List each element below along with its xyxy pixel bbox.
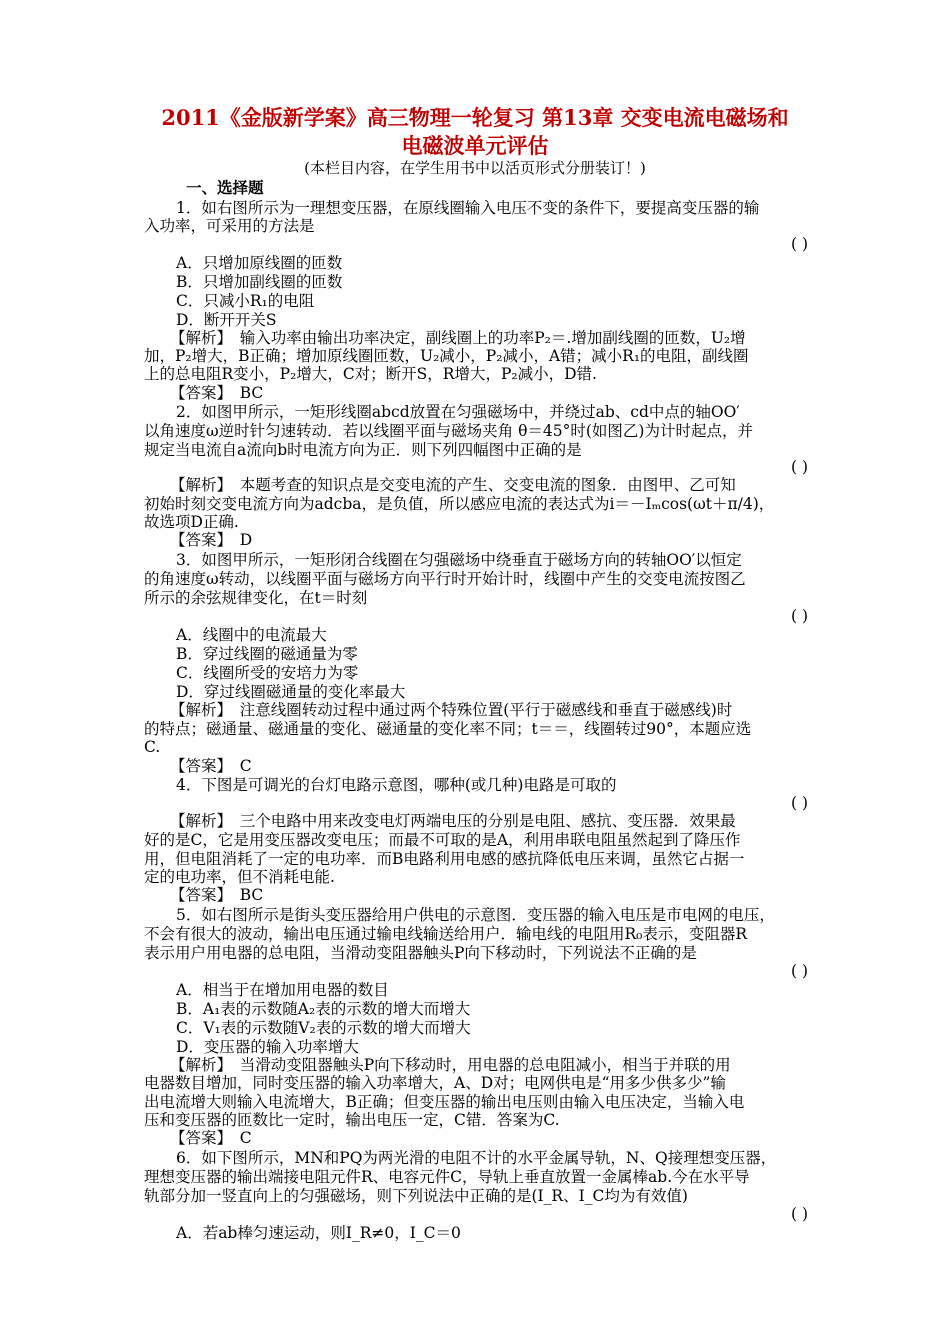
q4-answer-bracket: ( ) [790, 794, 808, 812]
q4-stem-line1: 4．下图是可调光的台灯电路示意图，哪种(或几种)电路是可取的 [176, 776, 617, 794]
q5-option-b: B．A₁表的示数随A₂表的示数的增大而增大 [176, 1000, 471, 1018]
q5-answer-bracket: ( ) [790, 962, 808, 980]
q6-stem-line1: 6．如下图所示，MN和PQ为两光滑的电阻不计的水平金属导轨，N、Q接理想变压器， [176, 1149, 777, 1167]
q5-analysis-line1: 【解析】 当滑动变阻器触头P向下移动时，用电器的总电阻减小，相当于并联的用 [170, 1056, 731, 1074]
q4-analysis-line3: 用，但电阻消耗了一定的电功率．而B电路利用电感的感抗降低电压来调，虽然它占据一 [144, 850, 745, 868]
q2-stem-line3: 规定当电流自a流向b时电流方向为正．则下列四幅图中正确的是 [144, 441, 582, 459]
q2-analysis-line2: 初始时刻交变电流方向为adcba，是负值，所以感应电流的表达式为i＝－Iₘcos(ωt＋π/4)， [144, 495, 775, 513]
q3-stem-line2: 的角速度ω转动，以线圈平面与磁场方向平行时开始计时，线圈中产生的交变电流按图乙 [144, 570, 746, 588]
q3-answer-bracket: ( ) [790, 607, 808, 625]
doc-title-line2: 电磁波单元评估 [401, 133, 549, 158]
q1-answer-bracket: ( ) [790, 235, 808, 253]
q5-analysis-line3: 出电流增大则输入电流增大，B正确；但变压器的输出电压则由输入电压决定，当输入电 [144, 1093, 745, 1111]
q1-analysis-line1: 【解析】 输入功率由输出功率决定，副线圈上的功率P₂＝.增加副线圈的匝数，U₂增 [170, 329, 746, 347]
q5-option-a: A．相当于在增加用电器的数目 [176, 981, 389, 999]
q3-answer: 【答案】 C [170, 757, 252, 775]
q2-answer: 【答案】 D [170, 531, 253, 549]
q2-analysis-line3: 故选项D正确. [144, 513, 239, 531]
q5-stem-line2: 不会有很大的波动，输出电压通过输电线输送给用户．输电线的电阻用R₀表示，变阻器R [144, 925, 748, 943]
q2-analysis-line1: 【解析】 本题考查的知识点是交变电流的产生、交变电流的图象．由图甲、乙可知 [170, 476, 736, 494]
q6-stem-line2: 理想变压器的输出端接电阻元件R、电容元件C，导轨上垂直放置一金属棒ab.今在水平导 [144, 1168, 750, 1186]
q5-option-d: D．变压器的输入功率增大 [176, 1038, 359, 1056]
q3-option-a: A．线圈中的电流最大 [176, 626, 327, 644]
q1-stem-line2: 入功率，可采用的方法是 [144, 217, 315, 235]
q5-analysis-line4: 压和变压器的匝数比一定时，输出电压一定，C错．答案为C. [144, 1111, 560, 1129]
q3-option-d: D．穿过线圈磁通量的变化率最大 [176, 683, 406, 701]
q5-stem-line1: 5．如右图所示是街头变压器给用户供电的示意图．变压器的输入电压是市电网的电压， [176, 906, 775, 924]
q4-analysis-line2: 好的是C，它是用变压器改变电压；而最不可取的是A，利用串联电阻虽然起到了降压作 [144, 831, 741, 849]
q1-stem-line1: 1．如右图所示为一理想变压器，在原线圈输入电压不变的条件下，要提高变压器的输 [176, 199, 760, 217]
q1-option-c: C．只减小R₁的电阻 [176, 292, 315, 310]
q3-analysis-line3: C. [144, 738, 161, 756]
q1-analysis-line2: 加，P₂增大，B正确；增加原线圈匝数，U₂减小，P₂减小，A错；减小R₁的电阻，副线圈 [144, 347, 749, 365]
q3-stem-line1: 3．如图甲所示，一矩形闭合线圈在匀强磁场中绕垂直于磁场方向的转轴OO′以恒定 [176, 551, 742, 569]
q5-option-c: C．V₁表的示数随V₂表的示数的增大而增大 [176, 1019, 471, 1037]
q4-answer: 【答案】 BC [170, 886, 264, 904]
q3-stem-line3: 所示的余弦规律变化，在t＝时刻 [144, 589, 368, 607]
q3-analysis-line1: 【解析】 注意线圈转动过程中通过两个特殊位置(平行于磁感线和垂直于磁感线)时 [170, 701, 733, 719]
q1-option-a: A．只增加原线圈的匝数 [176, 254, 343, 272]
q6-answer-bracket: ( ) [790, 1205, 808, 1223]
q4-analysis-line1: 【解析】 三个电路中用来改变电灯两端电压的分别是电阻、感抗、变压器．效果最 [170, 812, 736, 830]
q5-analysis-line2: 电器数目增加，同时变压器的输入功率增大，A、D对；电网供电是“用多少供多少”输 [144, 1074, 726, 1092]
q1-option-b: B．只增加副线圈的匝数 [176, 273, 343, 291]
q1-answer: 【答案】 BC [170, 384, 264, 402]
q4-analysis-line4: 定的电功率，但不消耗电能. [144, 868, 335, 886]
q6-option-a: A．若ab棒匀速运动，则I_R≠0，I_C＝0 [176, 1224, 461, 1242]
section-heading: 一、选择题 [186, 178, 264, 197]
q1-analysis-line3: 上的总电阻R变小，P₂增大，C对；断开S，R增大，P₂减小，D错. [144, 365, 597, 383]
doc-subtitle: (本栏目内容，在学生用书中以活页形式分册装订！) [304, 159, 646, 177]
doc-title-line1: 2011《金版新学案》高三物理一轮复习 第13章 交变电流电磁场和 [161, 105, 789, 130]
q2-answer-bracket: ( ) [790, 458, 808, 476]
q2-stem-line2: 以角速度ω逆时针匀速转动．若以线圈平面与磁场夹角 θ＝45°时(如图乙)为计时起点，并 [144, 422, 753, 440]
q2-stem-line1: 2．如图甲所示，一矩形线圈abcd放置在匀强磁场中，并绕过ab、cd中点的轴OO′ [176, 403, 740, 421]
q3-analysis-line2: 的特点；磁通量、磁通量的变化、磁通量的变化率不同；t＝＝，线圈转过90°，本题应选 [144, 720, 752, 738]
q1-option-d: D．断开开关S [176, 311, 277, 329]
q3-option-c: C．线圈所受的安培力为零 [176, 664, 359, 682]
q5-stem-line3: 表示用户用电器的总电阻，当滑动变阻器触头P向下移动时，下列说法不正确的是 [144, 944, 697, 962]
q5-answer: 【答案】 C [170, 1129, 252, 1147]
q3-option-b: B．穿过线圈的磁通量为零 [176, 645, 358, 663]
q6-stem-line3: 轨部分加一竖直向上的匀强磁场，则下列说法中正确的是(I_R、I_C均为有效值) [144, 1187, 688, 1205]
